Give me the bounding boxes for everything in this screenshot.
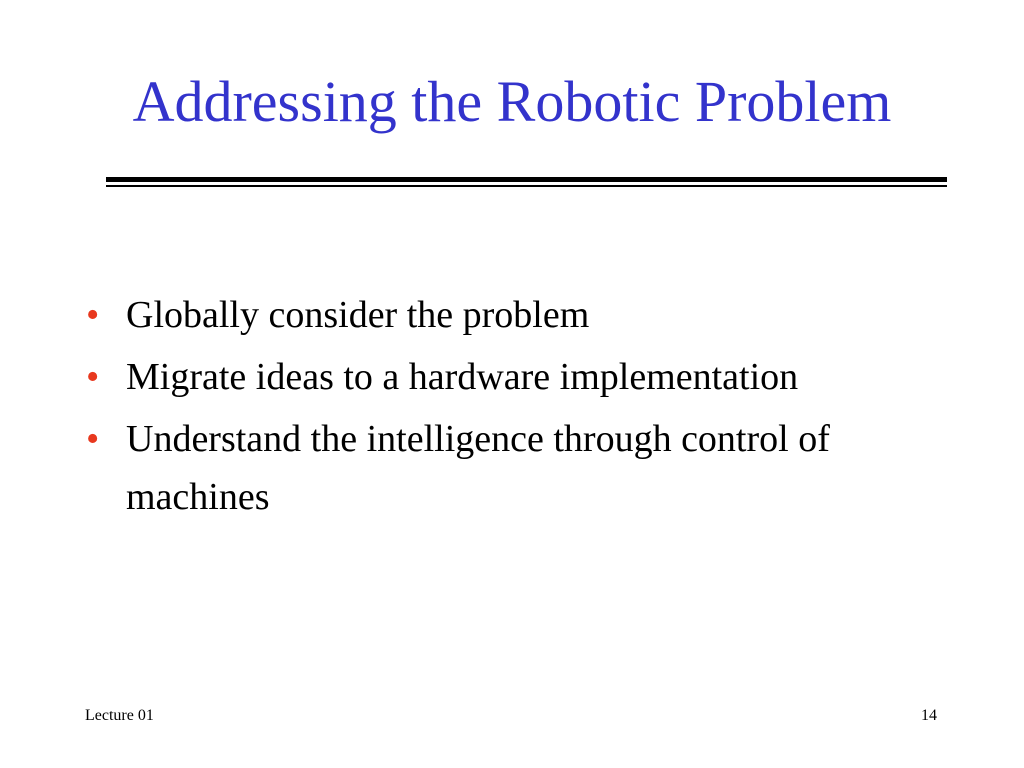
bullet-list [86, 286, 966, 526]
bullet-dot-icon: • [86, 356, 100, 398]
bullet-dot-icon: • [86, 418, 100, 460]
bullet-text: Migrate ideas to a hardware implementation [126, 356, 799, 398]
footer-lecture-label: Lecture 01 [85, 707, 154, 724]
bullet-item [86, 410, 966, 526]
page-number: 14 [921, 707, 937, 724]
bullet-dot-icon: • [86, 294, 100, 336]
title-divider-thin [106, 185, 947, 187]
bullet-text: Understand the intelligence through control of machines [126, 418, 830, 518]
slide-title: Addressing the Robotic Problem [132, 69, 892, 134]
bullet-item [86, 286, 966, 344]
bullet-item [86, 348, 966, 406]
bullet-text: Globally consider the problem [126, 294, 590, 336]
title-divider-thick [106, 177, 947, 182]
